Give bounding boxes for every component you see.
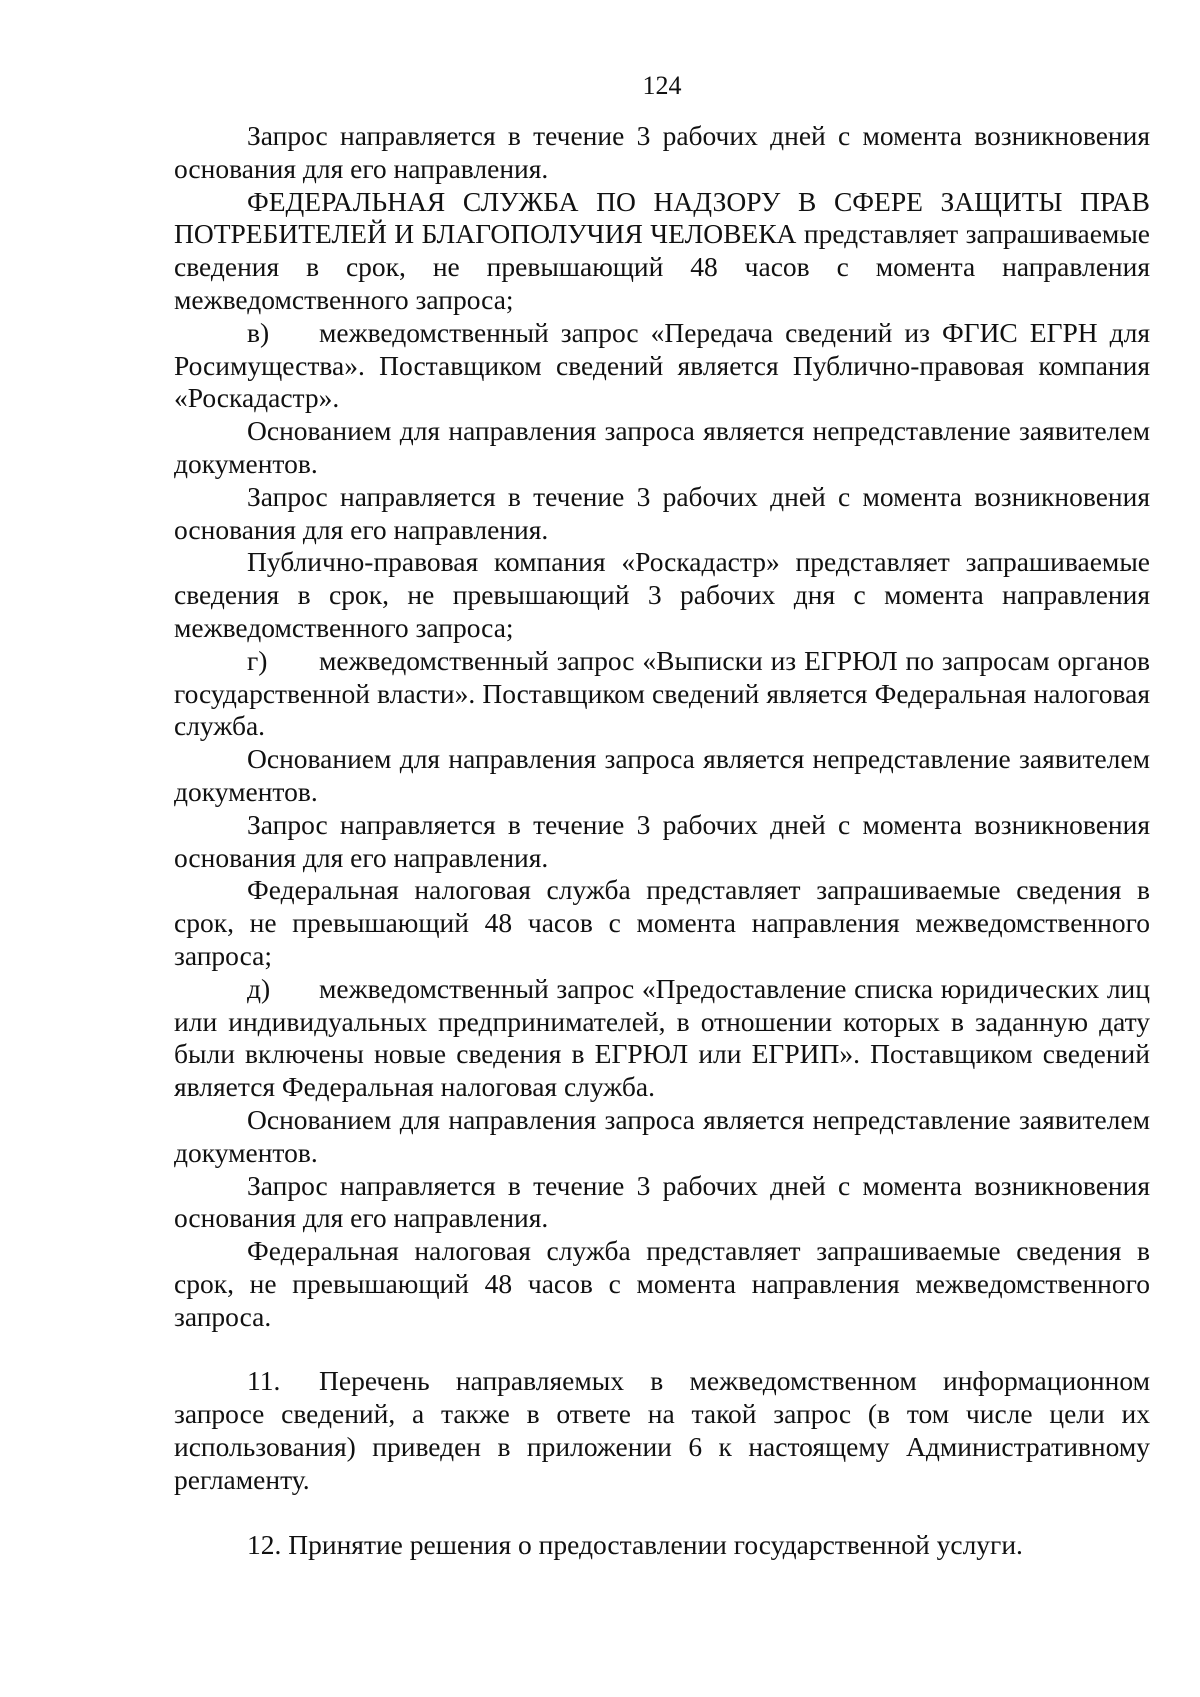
paragraph: Запрос направляется в течение 3 рабочих дней с момента возникновения основания для его направления. — [174, 480, 1150, 545]
list-marker: д) — [247, 972, 271, 1004]
list-item-text: межведомственный запрос «Предоставление списка юридических лиц или индивидуальных предпринимателей, в отношении которых в заданную дату были включены новые сведения в ЕГРЮЛ или ЕГРИП». Поставщиком сведений является Федеральная налоговая служба. — [174, 972, 1150, 1103]
paragraph: Запрос направляется в течение 3 рабочих дней с момента возникновения основания для его направления. — [174, 120, 1150, 184]
paragraph: Запрос направляется в течение 3 рабочих дней с момента возникновения основания для его направления. — [174, 808, 1150, 873]
list-item-g — [174, 645, 1150, 743]
list-item-v — [174, 317, 1150, 415]
list-item-text: межведомственный запрос «Передача сведений из ФГИС ЕГРН для Росимущества». Поставщиком сведений является Публично-правовая компания «Роскадастр». — [174, 316, 1150, 414]
list-item-d — [174, 973, 1150, 1104]
paragraph: Публично-правовая компания «Роскадастр» представляет запрашиваемые сведения в срок, не превышающий 3 рабочих дня с момента направления межведомственного запроса; — [174, 546, 1150, 643]
paragraph: Основанием для направления запроса является непредставление заявителем документов. — [174, 1103, 1150, 1168]
page-number: 124 — [642, 71, 682, 100]
document-page — [174, 70, 1150, 1561]
section-heading-12: 12. Принятие решения о предоставлении государственной услуги. — [247, 1528, 1023, 1560]
paragraph: Федеральная налоговая служба представляет запрашиваемые сведения в срок, не превышающий 48 часов с момента направления межведомственного запроса; — [174, 874, 1150, 971]
section-number: 11. — [247, 1365, 281, 1397]
section-item-11 — [174, 1365, 1150, 1496]
paragraph: Основанием для направления запроса является непредставление заявителем документов. — [174, 415, 1150, 479]
blank-line — [174, 1497, 1150, 1529]
blank-line — [174, 1333, 1150, 1365]
paragraph: Федеральная налоговая служба представляет запрашиваемые сведения в срок, не превышающий 48 часов с момента направления межведомственного запроса. — [174, 1235, 1150, 1332]
paragraph: Запрос направляется в течение 3 рабочих дней с момента возникновения основания для его направления. — [174, 1169, 1150, 1234]
paragraph: ФЕДЕРАЛЬНАЯ СЛУЖБА ПО НАДЗОРУ В СФЕРЕ ЗАЩИТЫ ПРАВ ПОТРЕБИТЕЛЕЙ И БЛАГОПОЛУЧИЯ ЧЕЛОВЕКА представляет запрашиваемые сведения в срок, не превышающий 48 часов с момента направления межведомственного запроса; — [174, 185, 1150, 315]
paragraph: Основанием для направления запроса является непредставление заявителем документов. — [174, 743, 1150, 807]
list-item-text: межведомственный запрос «Выписки из ЕГРЮЛ по запросам органов государственной власти». Поставщиком сведений является Федеральная налоговая служба. — [174, 644, 1150, 742]
list-marker: г) — [247, 644, 268, 676]
list-marker: в) — [247, 316, 270, 348]
section-text: Перечень направляемых в межведомственном информационном запросе сведений, а также в ответе на такой запрос (в том числе цели их использования) приведен в приложении 6 к настоящему Административному регламенту. — [174, 1365, 1150, 1495]
